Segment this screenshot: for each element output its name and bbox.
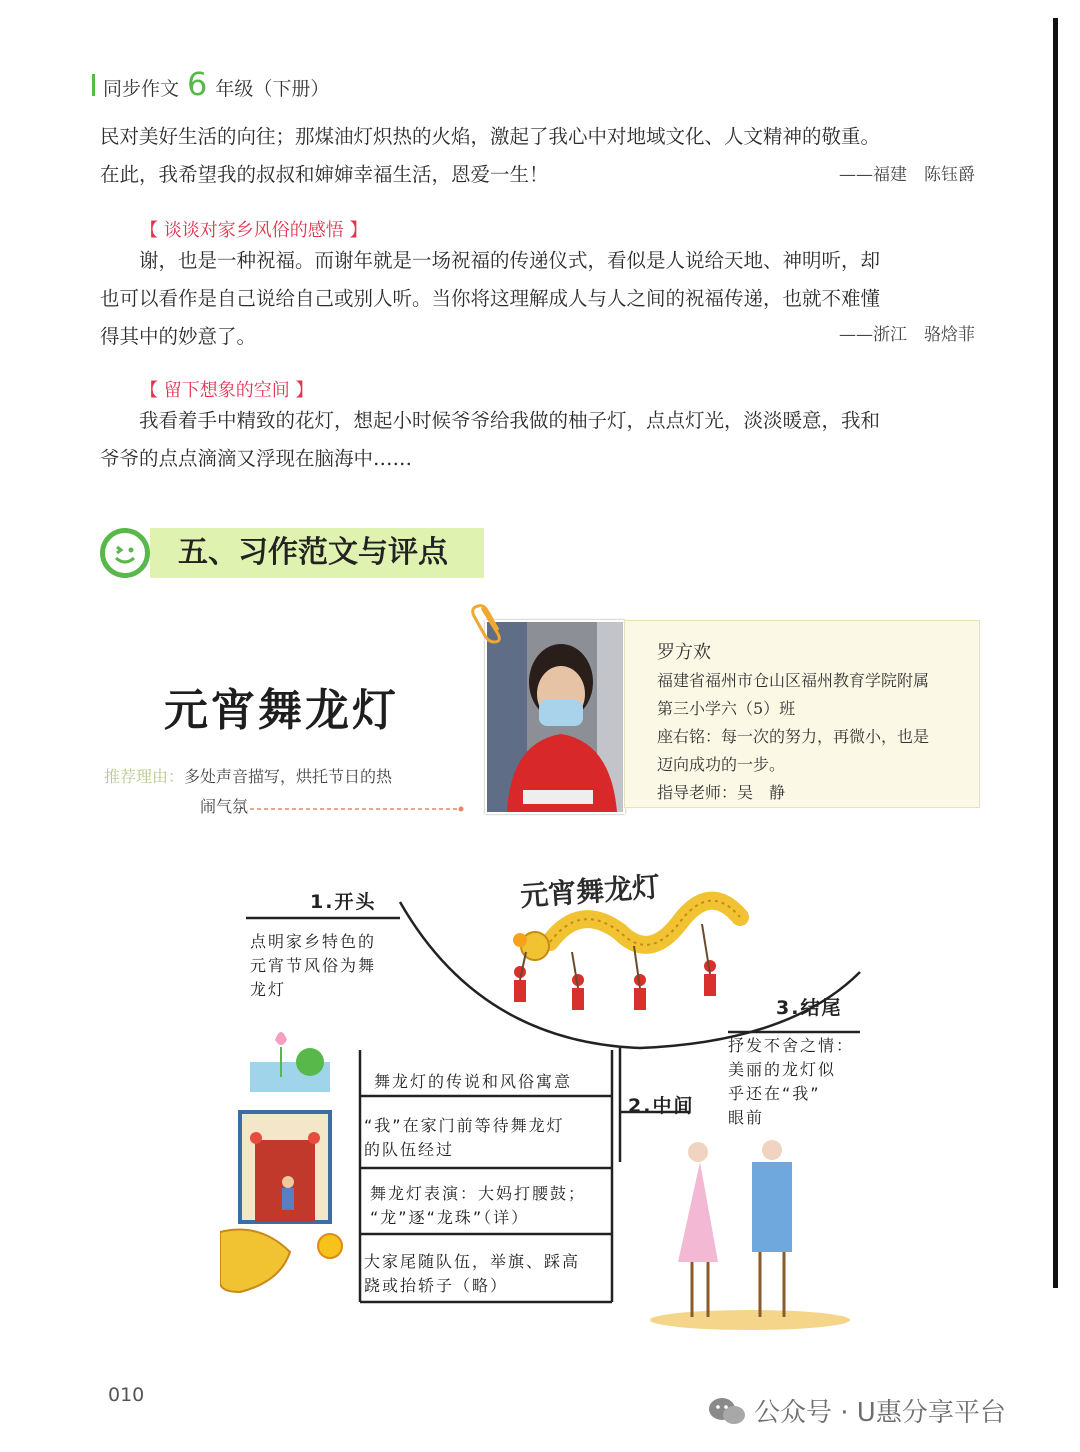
section-b-line1: 我看着手中精致的花灯，想起小时候爷爷给我做的柚子灯，点点灯光，淡淡暖意，我和 [139, 409, 881, 432]
part2-item-4 [364, 1250, 580, 1298]
mind-map [220, 862, 870, 1332]
author-motto-line1: 座右铭：每一次的努力，再微小，也是 [657, 727, 930, 746]
page-number: 010 [108, 1384, 145, 1406]
smiley-icon [100, 528, 150, 578]
part2-item-3-line2: “龙”逐“龙珠”（详） [370, 1208, 530, 1227]
reason-line1: 多处声音描写，烘托节日的热 [184, 767, 393, 786]
part3-label: 3.结尾 [776, 997, 843, 1019]
section-a-line1: 谢，也是一种祝福。而谢年就是一场祝福的传递仪式，看似是人说给天地、神明听，却 [139, 249, 881, 272]
part2-item-1-line1: 舞龙灯的传说和风俗寓意 [374, 1072, 573, 1091]
part2-item-4-line1: 大家尾随队伍，举旗、踩高 [364, 1252, 581, 1271]
part3-line3: 乎还在“我” [728, 1084, 821, 1103]
author-motto-line2: 迈向成功的一步。 [657, 755, 786, 774]
tag-feelings: 【 谈谈对家乡风俗的感悟 】 [140, 220, 368, 241]
part2-item-2-line2: 的队伍经过 [364, 1140, 455, 1159]
author-photo [485, 620, 625, 814]
part3-line2: 美丽的龙灯似 [728, 1060, 837, 1079]
section-a-line3: 得其中的妙意了。 [100, 325, 257, 348]
part2-label: 2.中间 [628, 1095, 695, 1117]
para1-signature: ——福建 陈钰爵 [839, 165, 975, 185]
part2-item-1 [374, 1070, 572, 1094]
part1-line1: 点明家乡特色的 [250, 932, 377, 951]
page-edge-bar [1053, 18, 1058, 1288]
header-bar [92, 74, 95, 96]
reason-label: 推荐理由： [104, 767, 185, 786]
part2-item-4-line2: 跷或抬轿子（略） [364, 1276, 509, 1295]
part2-item-2-line1: “我”在家门前等待舞龙灯 [364, 1116, 565, 1135]
paperclip-icon [470, 600, 510, 646]
part1-line3: 龙灯 [250, 980, 287, 999]
wechat-icon [708, 1396, 746, 1426]
part1-line2: 元宵节风俗为舞 [250, 956, 377, 975]
author-school-line2: 第三小学六（5）班 [657, 699, 796, 718]
section-a-line2: 也可以看作是自己说给自己或别人听。当你将这理解成人与人之间的祝福传递，也就不难懂 [100, 287, 881, 310]
running-header [92, 65, 330, 103]
para1-line2: 在此，我希望我的叔叔和婶婶幸福生活，恩爱一生！ [100, 163, 549, 186]
header-grade-number: 6 [187, 65, 208, 103]
part1-label: 1.开头 [310, 891, 377, 913]
reason-dashed-line [250, 806, 465, 812]
section-b-text [100, 402, 976, 478]
recommend-reason [104, 762, 474, 822]
part2-item-3 [370, 1182, 586, 1230]
section-title: 五、习作范文与评点 [178, 535, 448, 570]
section-a-signature: ——浙江 骆焓菲 [839, 325, 975, 345]
author-name: 罗方欢 [657, 642, 711, 663]
section-b-line2: 爷爷的点点滴滴又浮现在脑海中…… [100, 447, 413, 470]
part1-text [250, 930, 376, 1002]
para1-line1: 民对美好生活的向往；那煤油灯炽热的火焰，激起了我心中对地域文化、人文精神的敬重。 [100, 125, 881, 148]
part3-line4: 眼前 [728, 1108, 765, 1127]
part2-item-2 [364, 1114, 565, 1162]
part3-line1: 抒发不舍之情： [728, 1036, 855, 1055]
author-card [624, 620, 980, 808]
author-teacher: 指导老师：吴 静 [657, 783, 786, 802]
part2-item-3-line1: 舞龙灯表演：大妈打腰鼓； [370, 1184, 587, 1203]
essay-title: 元宵舞龙灯 [164, 685, 399, 736]
author-school-line1: 福建省福州市仓山区福州教育学院附属 [657, 671, 930, 690]
header-suffix: 年级（下册） [215, 78, 330, 100]
mind-map-title: 元宵舞龙灯 [519, 870, 662, 913]
watermark-text: 公众号 · U惠分享平台 [754, 1398, 1006, 1428]
part3-text [728, 1034, 854, 1130]
reason-line2: 闹气氛 [200, 797, 249, 816]
tag-imagination: 【 留下想象的空间 】 [140, 380, 314, 401]
header-prefix: 同步作文 [103, 78, 180, 100]
watermark [708, 1392, 1006, 1429]
